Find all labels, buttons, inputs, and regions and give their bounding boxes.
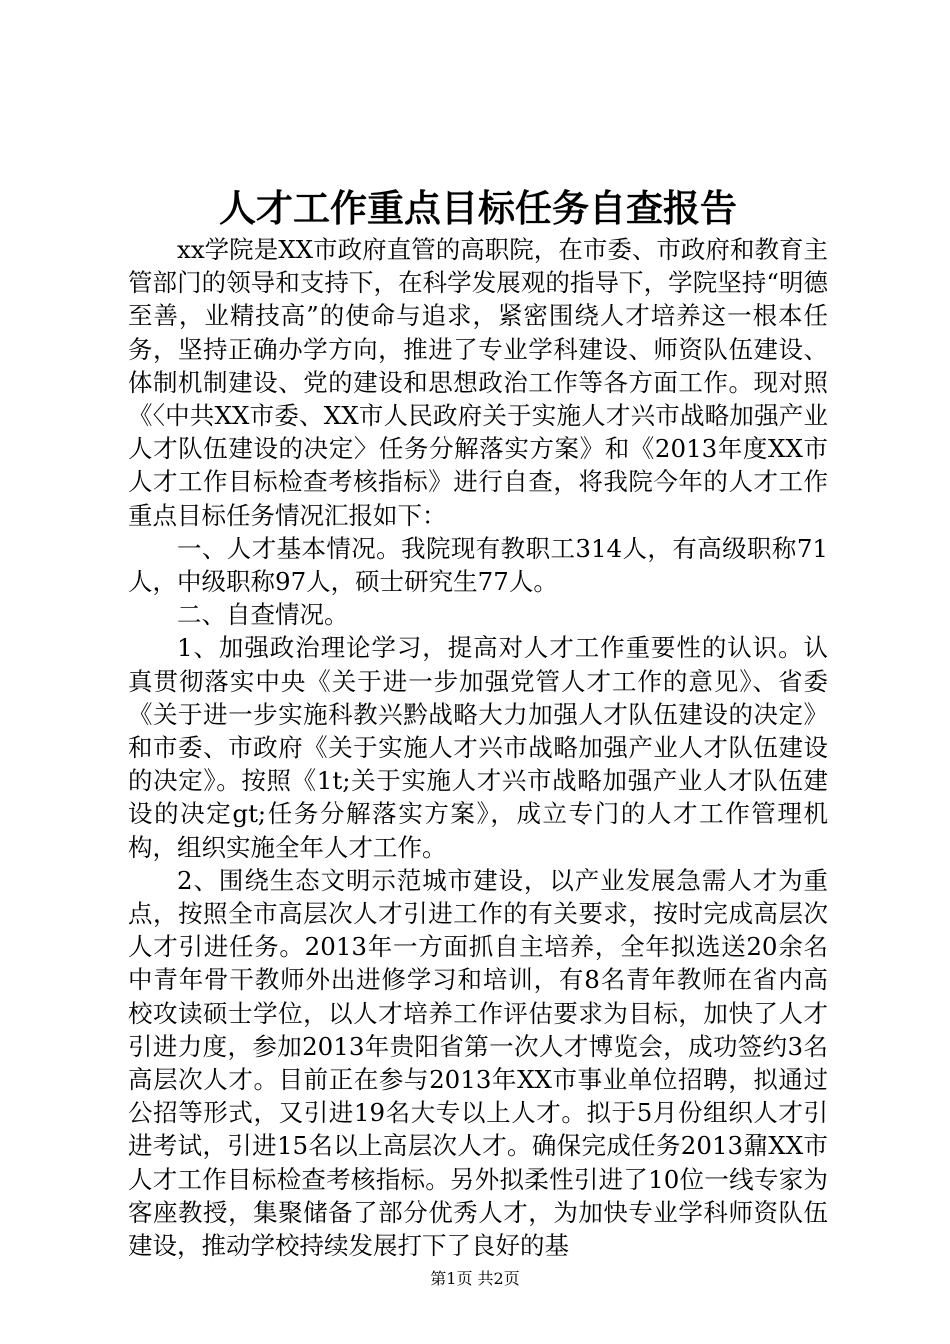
paragraph-item-2: 2、围绕生态文明示范城市建设，以产业发展急需人才为重点，按照全市高层次人才引进工作的有关要求，按时完成高层次人才引进任务。2013年一方面抓自主培养，全年拟选送20余名中青年骨干教师外出进修学习和培训，有8名青年教师在省内高校攻读硕士学位，以人才培养工作评估要求为目标，加快了人才引进力度，参加2013年贵阳省第一次人才博览会，成功签约3名高层次人才。目前正在参与2013年XX市事业单位招聘，拟通过公招等形式，又引进19名大专以上人才。拟于5月份组织人才引进考试，引进15名以上高层次人才。确保完成任务2013鼐XX市人才工作目标检查考核指标。另外拟柔性引进了10位一线专家为客座教授，集聚储备了部分优秀人才，为加快专业学科师资队伍建设，推动学校持续发展打下了良好的基 — [128, 865, 828, 1261]
page-number-footer: 第1页 共2页 — [430, 1269, 520, 1288]
paragraph-item-1: 1、加强政治理论学习，提高对人才工作重要性的认识。认真贯彻落实中央《关于进一步加强党管人才工作的意见》、省委《关于进一步实施科教兴黔战略大力加强人才队伍建设的决定》和市委、市政府《关于实施人才兴市战略加强产业人才队伍建设的决定》。按照《1t;关于实施人才兴市战略加强产业人才队伍建设的决定gt;任务分解落实方案》，成立专门的人才工作管理机构，组织实施全年人才工作。 — [128, 633, 828, 862]
paragraph-intro: xx学院是XX市政府直管的高职院，在市委、市政府和教育主管部门的领导和支持下，在科学发展观的指导下，学院坚持“明德至善，业精技高”的使命与追求，紧密围绕人才培养这一根本任务，坚持正确办学方向，推进了专业学科建设、师资队伍建设、体制机制建设、党的建设和思想政治工作等各方面工作。现对照《〈中共XX市委、XX市人民政府关于实施人才兴市战略加强产业人才队伍建设的决定〉任务分解落实方案》和《2013年度XX市人才工作目标检查考核指标》进行自查，将我院今年的人才工作重点目标任务情况汇报如下： — [128, 235, 828, 530]
paragraph-section-1: 一、人才基本情况。我院现有教职工314人，有高级职称71人，中级职称97人，硕士研究生77人。 — [128, 533, 828, 597]
paragraph-section-2-heading: 二、自查情况。 — [177, 600, 349, 630]
document-body — [128, 233, 828, 1262]
document-page — [128, 0, 828, 1344]
document-title: 人才工作重点目标任务自查报告 — [219, 186, 737, 230]
